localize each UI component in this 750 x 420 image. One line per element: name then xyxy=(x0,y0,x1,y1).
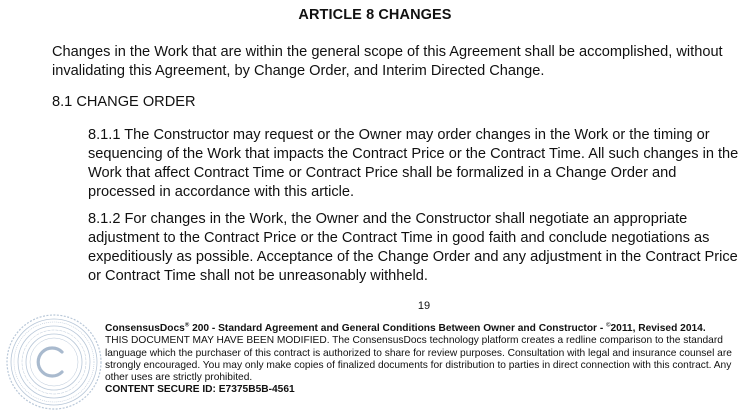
consensusdocs-seal-icon xyxy=(4,312,104,412)
footer-brand: ConsensusDocs xyxy=(105,323,185,334)
article-intro: Changes in the Work that are within the general scope of this Agreement shall be accomplished, without invalidating this Agreement, by Change Order, and Interim Directed Change. xyxy=(52,44,723,79)
registered-mark: ® xyxy=(184,322,190,329)
footer-title: 200 - Standard Agreement and General Conditions Between Owner and Constructor - xyxy=(189,323,607,334)
paragraph-8-1-1: 8.1.1 The Constructor may request or the Owner may order changes in the Work or the timing or sequencing of the Work that impacts the Contract Price or the Contract Time. All such changes in the Work that affect Contract Time or Contract Price shall be formalized in a Change Order and processed in accordance with this article. xyxy=(88,127,739,200)
footer-period: . xyxy=(702,323,706,334)
footer-notice: THIS DOCUMENT MAY HAVE BEEN MODIFIED. The ConsensusDocs technology platform creates a redline comparison to the standard language which the purchaser of this contract is authorized to share for review purposes. Consultation with legal and insurance counsel are strongly encouraged. You may only make copies of finalized documents for distribution to parties in direct connection with this contract. Any other uses are strictly prohibited. xyxy=(105,335,732,384)
footer-copyright: 2011, Revised 2014 xyxy=(610,323,703,334)
paragraph-8-1-2: 8.1.2 For changes in the Work, the Owner and the Constructor shall negotiate an appropriate adjustment to the Contract Price or the Contract Time in good faith and conclude negotiations as expeditiously as possible. Acceptance of the Change Order and any adjustment in the Contract Price or Contract Time shall not be unreasonably withheld. xyxy=(88,211,738,284)
footer-secure-id: CONTENT SECURE ID: E7375B5B-4561 xyxy=(105,384,295,396)
section-heading: 8.1 CHANGE ORDER xyxy=(52,94,196,110)
page-number: 19 xyxy=(417,300,431,312)
copyright-mark: © xyxy=(606,322,611,329)
document-footer xyxy=(105,323,745,397)
footer-document-name xyxy=(105,323,745,335)
article-title: ARTICLE 8 CHANGES xyxy=(298,7,452,23)
